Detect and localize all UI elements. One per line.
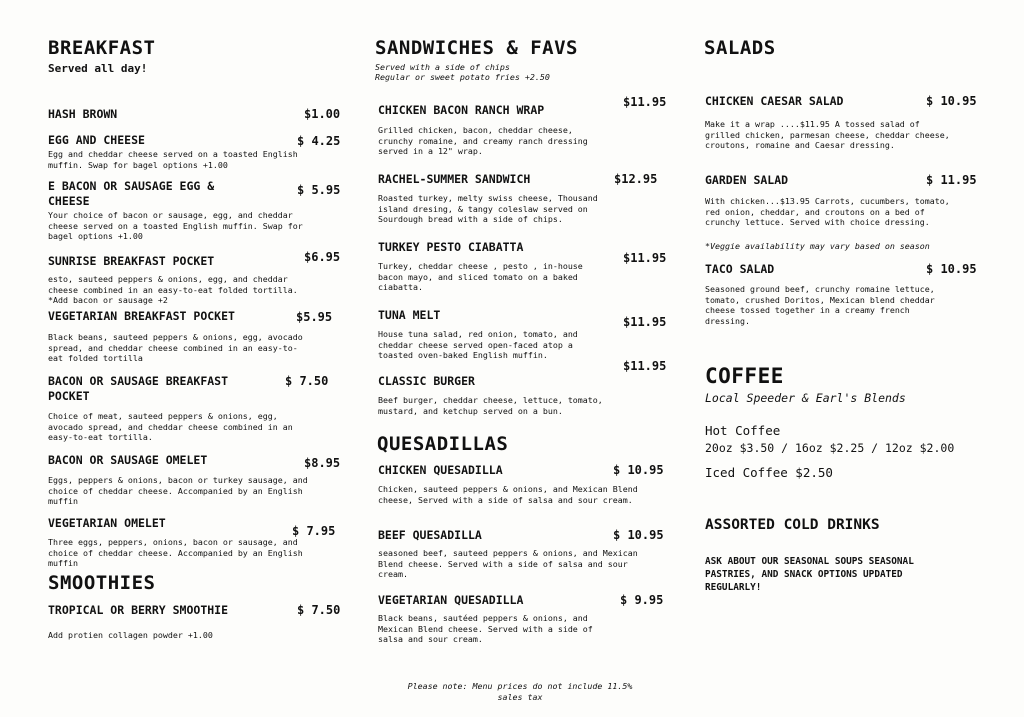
menu-item-price: $5.95 xyxy=(296,310,333,324)
menu-item-desc: Egg and cheddar cheese served on a toasted English muffin. Swap for bagel options +1.00 xyxy=(48,149,298,170)
menu-item-price: $11.95 xyxy=(623,315,667,329)
menu-item-desc: Black beans, sauteed peppers & onions, egg, avocado spread, and cheddar cheese combined in an easy-to-eat folded tortilla xyxy=(48,332,303,364)
menu-item-name: EGG AND CHEESE xyxy=(48,133,145,147)
menu-item-desc: Three eggs, peppers, onions, bacon or sausage, and choice of cheddar cheese. Accompanied by an English muffin xyxy=(48,537,303,569)
menu-item-desc: Make it a wrap ....$11.95 A tossed salad of grilled chicken, parmesan cheese, cheddar cheese, croutons, romaine and Caesar dressing. xyxy=(705,119,950,151)
menu-item-name: CHICKEN QUESADILLA xyxy=(378,463,503,477)
menu-item-price: $ 4.25 xyxy=(297,134,341,148)
menu-item-price: $ 7.50 xyxy=(297,603,341,617)
sandwiches-note: Regular or sweet potato fries +2.50 xyxy=(375,72,550,82)
cold-drinks-title: ASSORTED COLD DRINKS xyxy=(705,517,880,533)
menu-item-desc: Beef burger, cheddar cheese, lettuce, tomato, mustard, and ketchup served on a bun. xyxy=(378,395,603,416)
menu-item-desc: Choice of meat, sauteed peppers & onions, egg, avocado spread, and cheddar cheese combined in an easy-to-eat tortilla. xyxy=(48,411,293,443)
menu-item-price: $11.95 xyxy=(623,251,667,265)
menu-item-desc: Roasted turkey, melty swiss cheese, Thousand island dresing, & tangy coleslaw served on Sourdough bread with a side of chips. xyxy=(378,193,598,225)
menu-item-price: $ 7.95 xyxy=(292,524,336,538)
smoothies-title: SMOOTHIES xyxy=(48,572,156,594)
menu-item-desc: Eggs, peppers & onions, bacon or turkey sausage, and choice of cheddar cheese. Accompanied by an English muffin xyxy=(48,475,308,507)
menu-item-price: $6.95 xyxy=(304,250,341,264)
menu-item-name: BACON OR SAUSAGE OMELET xyxy=(48,453,208,467)
menu-item-name: GARDEN SALAD xyxy=(705,173,789,187)
menu-item-price: $ 11.95 xyxy=(926,173,977,187)
menu-item-price: $ 10.95 xyxy=(613,528,664,542)
menu-item-name: E BACON OR SAUSAGE EGG & CHEESE xyxy=(48,179,215,208)
menu-item-desc: seasoned beef, sauteed peppers & onions, and Mexican Blend cheese. Served with a side of salsa and sour cream. xyxy=(378,548,638,580)
menu-item-price: $12.95 xyxy=(614,172,658,186)
menu-item-desc: Your choice of bacon or sausage, egg, and cheddar cheese served on a toasted English muffin. Swap for bagel options +1.00 xyxy=(48,210,303,242)
coffee-subtitle: Local Speeder & Earl's Blends xyxy=(705,391,906,405)
menu-item-price: $ 10.95 xyxy=(613,463,664,477)
menu-item-name: VEGETARIAN OMELET xyxy=(48,516,166,530)
menu-item-name: TACO SALAD xyxy=(705,262,775,276)
menu-item-note: *Veggie availability may vary based on season xyxy=(705,241,930,251)
menu-item-price: $8.95 xyxy=(304,456,341,470)
iced-coffee: Iced Coffee $2.50 xyxy=(705,465,833,480)
menu-item-desc: esto, sauteed peppers & onions, egg, and cheddar cheese combined in an easy-to-eat folded tortilla. *Add bacon or sausage +2 xyxy=(48,274,298,306)
menu-item-price: $11.95 xyxy=(623,359,667,373)
menu-item-name: TUNA MELT xyxy=(378,308,441,322)
menu-item-price: $11.95 xyxy=(623,95,667,109)
breakfast-subtitle: Served all day! xyxy=(48,62,148,75)
menu-item-price: $ 10.95 xyxy=(926,262,977,276)
menu-item-name: CLASSIC BURGER xyxy=(378,374,475,388)
coffee-title: COFFEE xyxy=(705,364,784,388)
menu-item-name: TURKEY PESTO CIABATTA xyxy=(378,240,524,254)
menu-item-desc: Seasoned ground beef, crunchy romaine lettuce, tomato, crushed Doritos, Mexican blend cheddar cheese tossed together in a creamy french dressing. xyxy=(705,284,935,326)
menu-item-price: $ 5.95 xyxy=(297,183,341,197)
tax-footnote: Please note: Menu prices do not include 11.5% sales tax xyxy=(407,681,633,702)
menu-item-name: RACHEL-SUMMER SANDWICH xyxy=(378,172,531,186)
menu-item-desc: Turkey, cheddar cheese , pesto , in-house bacon mayo, and sliced tomato on a baked ciabatta. xyxy=(378,261,583,293)
menu-item-name: BACON OR SAUSAGE BREAKFAST POCKET xyxy=(48,374,229,403)
menu-item-name: HASH BROWN xyxy=(48,107,118,121)
hot-coffee-label: Hot Coffee xyxy=(705,423,781,438)
menu-item-desc: Add protien collagen powder +1.00 xyxy=(48,630,213,640)
hot-coffee-prices: 20oz $3.50 / 16oz $2.25 / 12oz $2.00 xyxy=(705,441,955,455)
menu-item-name: SUNRISE BREAKFAST POCKET xyxy=(48,254,215,268)
menu-item-desc: Grilled chicken, bacon, cheddar cheese, crunchy romaine, and creamy ranch dressing served in a 12" wrap. xyxy=(378,125,588,157)
menu-item-desc: With chicken...$13.95 Carrots, cucumbers, tomato, red onion, cheddar, and croutons on a bed of crunchy lettuce. Served with choice dressing. xyxy=(705,196,950,228)
sandwiches-title: SANDWICHES & FAVS xyxy=(375,37,578,59)
menu-item-desc: Chicken, sauteed peppers & onions, and Mexican Blend cheese, Served with a side of salsa and sour cream. xyxy=(378,484,638,505)
menu-item-price: $ 9.95 xyxy=(620,593,664,607)
menu-item-name: CHICKEN CAESAR SALAD xyxy=(705,94,844,108)
quesadillas-title: QUESADILLAS xyxy=(377,433,509,455)
menu-item-name: TROPICAL OR BERRY SMOOTHIE xyxy=(48,603,229,617)
salads-title: SALADS xyxy=(704,37,776,59)
sandwiches-note: Served with a side of chips xyxy=(375,62,510,72)
menu-item-desc: Black beans, sautéed peppers & onions, and Mexican Blend cheese. Served with a side of salsa and sour cream. xyxy=(378,613,593,645)
menu-item-price: $ 10.95 xyxy=(926,94,977,108)
menu-item-name: CHICKEN BACON RANCH WRAP xyxy=(378,103,545,117)
breakfast-title: BREAKFAST xyxy=(48,37,156,59)
seasonal-note: ASK ABOUT OUR SEASONAL SOUPS SEASONAL PASTRIES, AND SNACK OPTIONS UPDATED REGULARLY! xyxy=(705,556,914,593)
menu-item-price: $1.00 xyxy=(304,107,341,121)
menu-item-price: $ 7.50 xyxy=(285,374,329,388)
menu-item-name: VEGETARIAN BREAKFAST POCKET xyxy=(48,309,235,323)
menu-item-name: VEGETARIAN QUESADILLA xyxy=(378,593,524,607)
menu-item-desc: House tuna salad, red onion, tomato, and cheddar cheese served open-faced atop a toasted oven-baked English muffin. xyxy=(378,329,578,361)
menu-item-name: BEEF QUESADILLA xyxy=(378,528,482,542)
